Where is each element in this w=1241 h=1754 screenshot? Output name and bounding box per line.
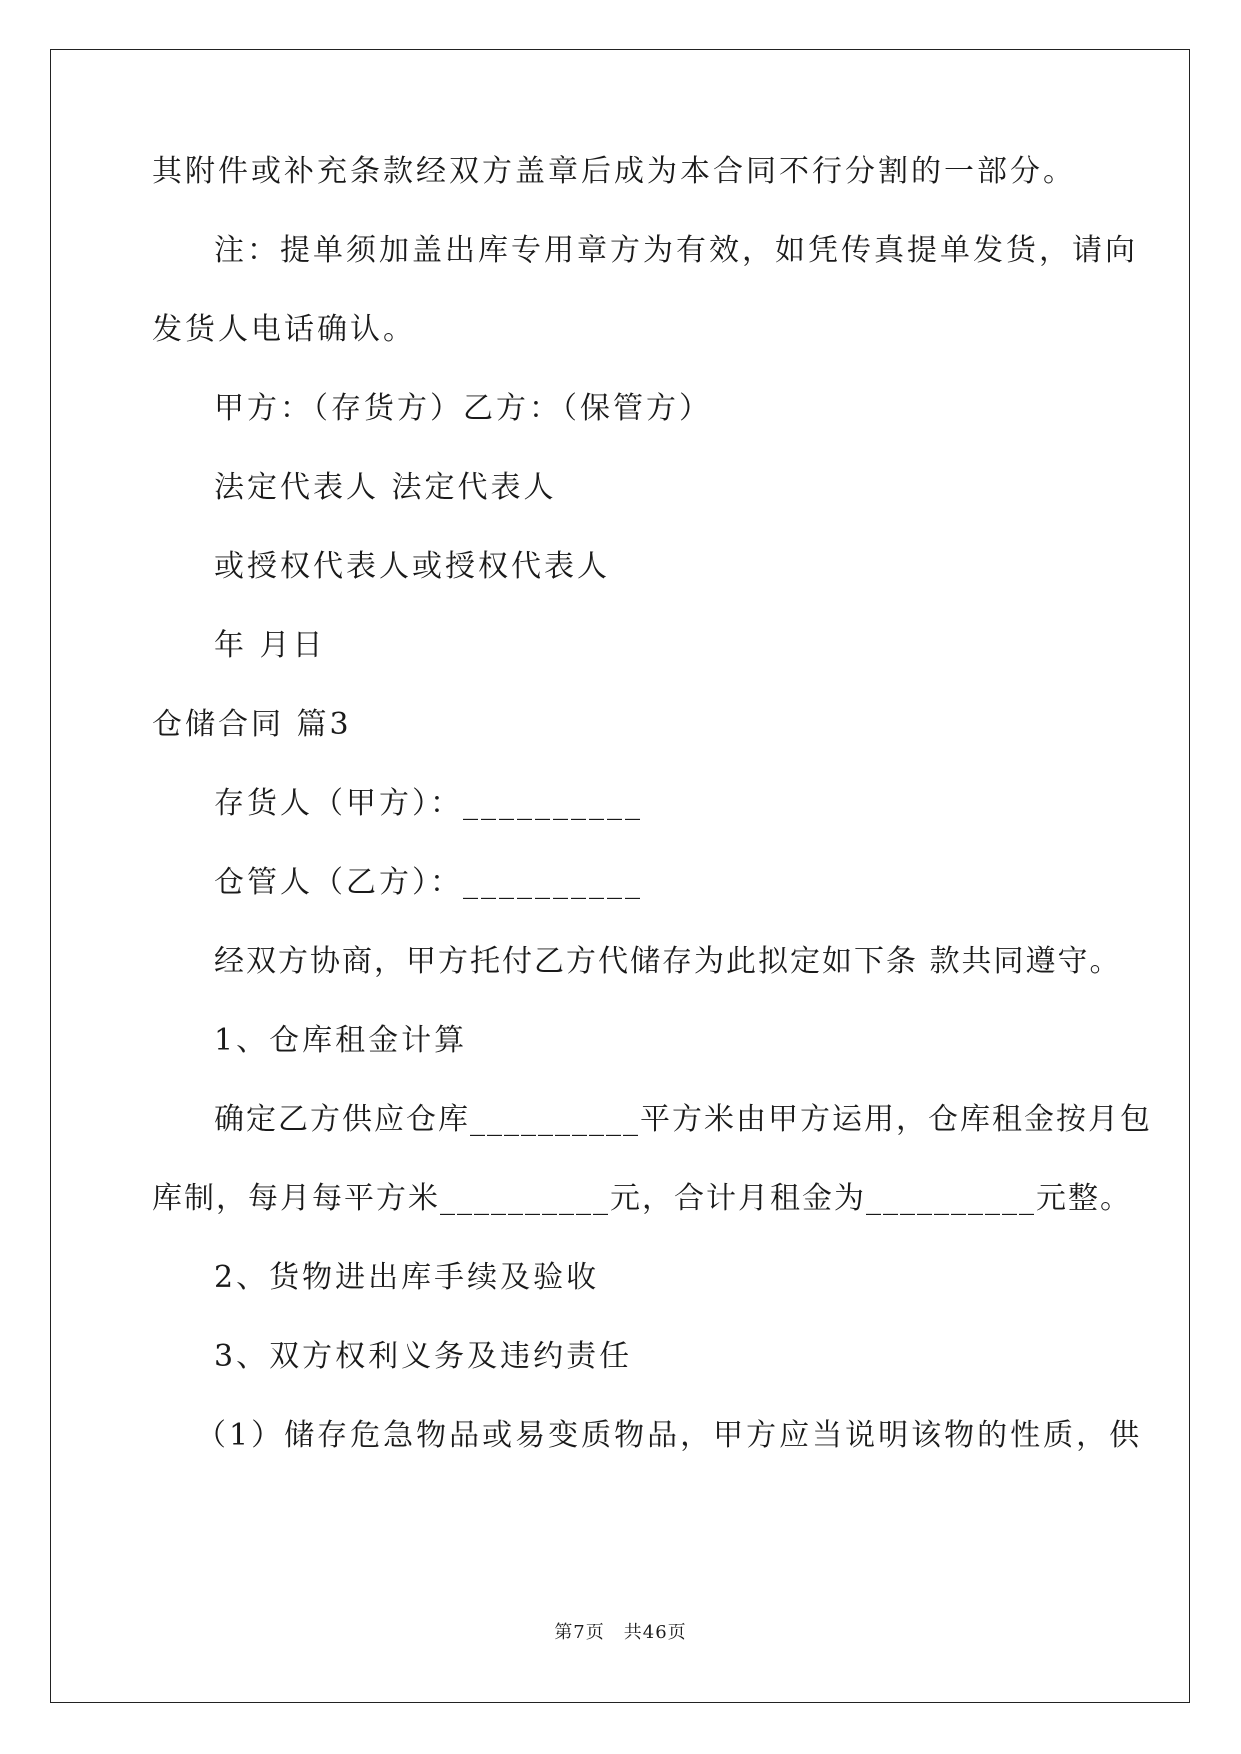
text-line: 年 月日 (214, 628, 326, 663)
text-line: 库制，每月每平方米__________元，合计月租金为__________元整。 (152, 1181, 1132, 1216)
text-line: 仓管人（乙方）：__________ (214, 865, 643, 900)
text-line: 经双方协商，甲方托付乙方代储存为此拟定如下条 款共同遵守。 (214, 944, 1122, 979)
text-line: 2、货物进出库手续及验收 (214, 1260, 600, 1295)
text-line: 1、仓库租金计算 (214, 1023, 468, 1058)
text-line: 3、双方权利义务及违约责任 (214, 1339, 633, 1374)
text-line: 或授权代表人或授权代表人 (214, 549, 610, 584)
text-line: （1）储存危急物品或易变质物品，甲方应当说明该物的性质，供 (196, 1418, 1143, 1453)
text-line: 其附件或补充条款经双方盖章后成为本合同不行分割的一部分。 (152, 154, 1076, 189)
text-line: 发货人电话确认。 (152, 312, 416, 347)
text-line: 存货人（甲方）：__________ (214, 786, 643, 821)
text-line: 确定乙方供应仓库__________平方米由甲方运用，仓库租金按月包 (214, 1102, 1152, 1137)
page-number-footer: 第7页 共46页 (554, 1622, 687, 1643)
text-line: 注：提单须加盖出库专用章方为有效，如凭传真提单发货，请向 (214, 233, 1138, 268)
text-line: 甲方：（存货方）乙方：（保管方） (214, 391, 712, 426)
text-line: 法定代表人 法定代表人 (214, 470, 557, 505)
section-heading: 仓储合同 篇3 (152, 707, 352, 742)
